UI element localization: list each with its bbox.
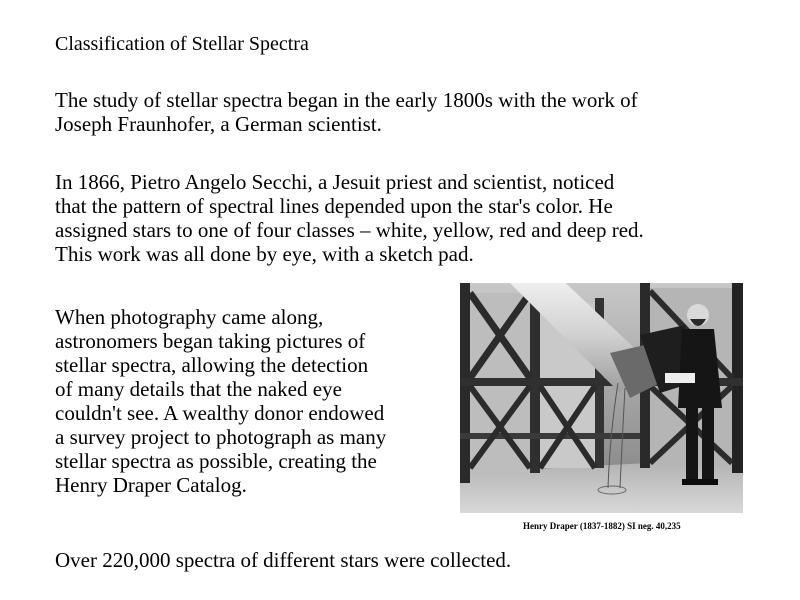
text-line: astronomers began taking pictures of <box>55 329 366 353</box>
photo-caption: Henry Draper (1837-1882) SI neg. 40,235 <box>523 521 681 531</box>
text-line: a survey project to photograph as many <box>55 425 387 449</box>
text-line: This work was all done by eye, with a sketch pad. <box>55 242 474 266</box>
text-line: stellar spectra, allowing the detection <box>55 353 369 377</box>
draper-photo <box>460 283 743 513</box>
text-line: couldn't see. A wealthy donor endowed <box>55 401 385 425</box>
paragraph-fraunhofer <box>55 88 638 136</box>
text-line: assigned stars to one of four classes – white, yellow, red and deep red. <box>55 218 644 242</box>
text-line: stellar spectra as possible, creating the <box>55 449 377 473</box>
telescope-photo-illustration <box>460 283 743 513</box>
text-line: When photography came along, <box>55 305 324 329</box>
paragraph-photography <box>55 305 386 497</box>
paragraph-secchi <box>55 170 644 266</box>
paragraph-collected <box>55 548 511 572</box>
text-line: that the pattern of spectral lines depended upon the star's color. He <box>55 194 613 218</box>
text-line: of many details that the naked eye <box>55 377 342 401</box>
text-line: In 1866, Pietro Angelo Secchi, a Jesuit priest and scientist, noticed <box>55 170 615 194</box>
text-line: Joseph Fraunhofer, a German scientist. <box>55 112 382 136</box>
text-line: Over 220,000 spectra of different stars were collected. <box>55 548 512 572</box>
text-line: The study of stellar spectra began in the early 1800s with the work of <box>55 88 638 112</box>
text-line: Henry Draper Catalog. <box>55 473 247 497</box>
page-title: Classification of Stellar Spectra <box>55 33 309 55</box>
